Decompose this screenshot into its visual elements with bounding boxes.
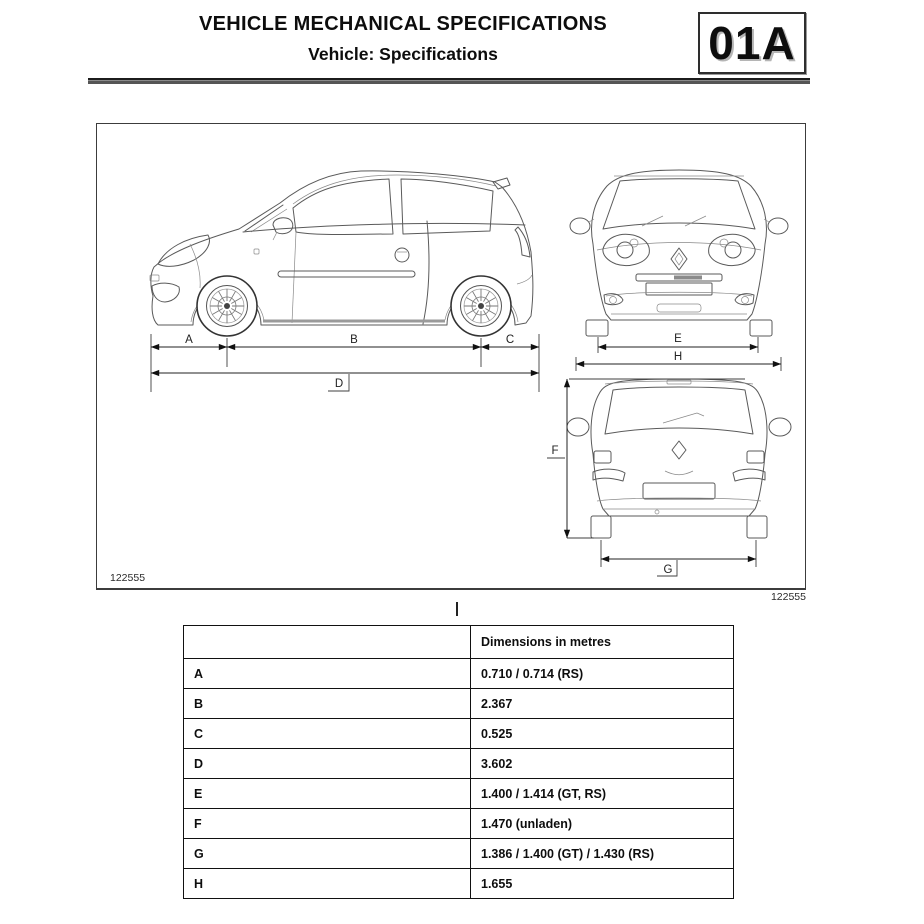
- side-view-dimensions: [151, 334, 539, 392]
- table-row: [184, 689, 734, 719]
- row-label: C: [184, 719, 471, 749]
- vehicle-diagram-frame: [96, 123, 806, 590]
- dim-label-d: D: [334, 378, 344, 390]
- side-view-drawing: [150, 171, 533, 336]
- row-label: H: [184, 869, 471, 899]
- rear-view-dimensions: [547, 379, 756, 576]
- dim-label-a: A: [185, 334, 193, 346]
- row-value: 3.602: [471, 749, 734, 779]
- row-value: 0.525: [471, 719, 734, 749]
- dim-label-c: C: [505, 334, 515, 346]
- row-label: E: [184, 779, 471, 809]
- figure-reference-outer: 122555: [770, 591, 806, 603]
- row-value: 1.400 / 1.414 (GT, RS): [471, 779, 734, 809]
- table-row: [184, 719, 734, 749]
- dimensions-table: [183, 625, 734, 899]
- row-value: 1.655: [471, 869, 734, 899]
- table-header-row: [184, 626, 734, 659]
- figure-reference-inner: 122555: [110, 572, 146, 584]
- row-value: 2.367: [471, 689, 734, 719]
- table-row: [184, 839, 734, 869]
- row-value: 1.386 / 1.400 (GT) / 1.430 (RS): [471, 839, 734, 869]
- table-row: [184, 749, 734, 779]
- rear-view-drawing: [567, 379, 791, 538]
- row-label: B: [184, 689, 471, 719]
- section-code: 01A: [708, 17, 796, 69]
- section-code-box: [698, 12, 806, 74]
- header-value-cell: Dimensions in metres: [471, 626, 734, 659]
- row-label: F: [184, 809, 471, 839]
- page-subtitle: Vehicle: Specifications: [308, 44, 498, 64]
- vehicle-dimensions-diagram: [97, 124, 807, 591]
- dim-label-e: E: [674, 333, 682, 345]
- front-view-drawing: [570, 170, 788, 336]
- dim-label-f: F: [551, 445, 559, 457]
- dim-label-b: B: [350, 334, 358, 346]
- table-row: [184, 659, 734, 689]
- header-empty-cell: [184, 626, 471, 659]
- front-view-dimensions: [576, 333, 781, 371]
- caret-mark: [456, 602, 458, 616]
- header-divider: [88, 78, 810, 81]
- page-title: VEHICLE MECHANICAL SPECIFICATIONS: [198, 13, 608, 35]
- table-row: [184, 779, 734, 809]
- row-label: D: [184, 749, 471, 779]
- row-label: G: [184, 839, 471, 869]
- dim-label-g: G: [663, 564, 673, 576]
- row-value: 1.470 (unladen): [471, 809, 734, 839]
- table-row: [184, 809, 734, 839]
- table-row: [184, 869, 734, 899]
- dim-label-h: H: [673, 351, 683, 363]
- row-label: A: [184, 659, 471, 689]
- row-value: 0.710 / 0.714 (RS): [471, 659, 734, 689]
